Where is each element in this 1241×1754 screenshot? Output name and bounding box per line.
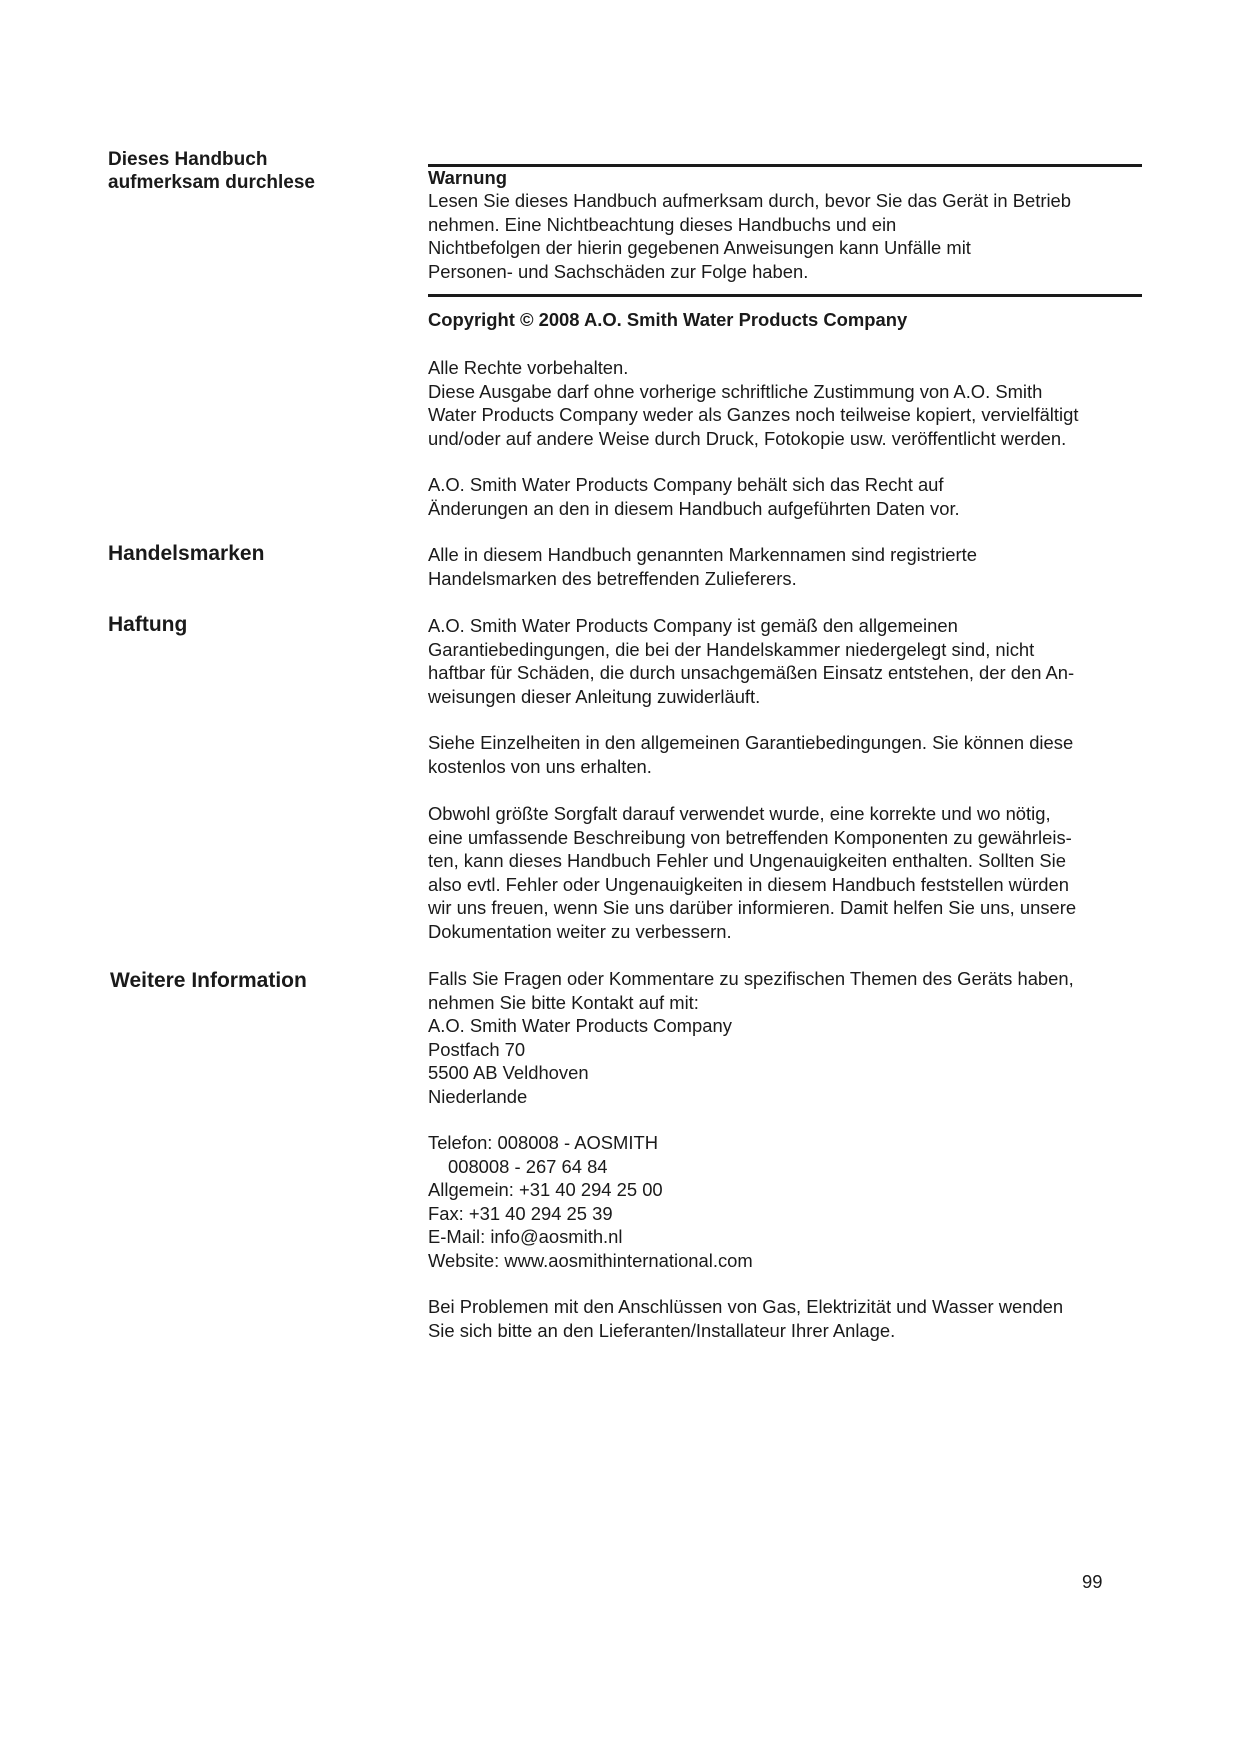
liability-paragraph-2 bbox=[428, 731, 1148, 778]
contact-phone-alt: 008008 - 267 64 84 bbox=[448, 1155, 608, 1177]
warning-top-rule bbox=[428, 164, 1142, 167]
address-line: 5500 AB Veldhoven bbox=[428, 1062, 589, 1084]
heading-more-info: Weitere Information bbox=[110, 969, 307, 992]
warning-line: Nichtbefolgen der hierin gegebenen Anweisungen kann Unfälle mit bbox=[428, 237, 971, 259]
copyright-paragraph-2 bbox=[428, 473, 1148, 520]
heading-read-manual-line1: Dieses Handbuch bbox=[108, 149, 268, 170]
contact-website: Website: www.aosmithinternational.com bbox=[428, 1249, 753, 1271]
text-line: weisungen dieser Anleitung zuwiderläuft. bbox=[428, 685, 761, 707]
more-info-intro bbox=[428, 967, 1148, 1109]
warning-title: Warnung bbox=[428, 167, 507, 188]
heading-read-manual-line2: aufmerksam durchlese bbox=[108, 172, 315, 193]
liability-paragraph-3 bbox=[428, 802, 1148, 944]
text-line: Obwohl größte Sorgfalt darauf verwendet wurde, eine korrekte und wo nötig, bbox=[428, 803, 1051, 824]
text-line: Siehe Einzelheiten in den allgemeinen Garantiebedingungen. Sie können diese bbox=[428, 732, 1074, 753]
text-line: Sie sich bitte an den Lieferanten/Installateur Ihrer Anlage. bbox=[428, 1319, 896, 1341]
text-line: eine umfassende Beschreibung von betreffenden Komponenten zu gewährleis- bbox=[428, 826, 1072, 848]
text-line: also evtl. Fehler oder Ungenauigkeiten in diesem Handbuch feststellen würden bbox=[428, 873, 1069, 895]
warning-bottom-rule bbox=[428, 294, 1142, 297]
copyright-paragraph-1 bbox=[428, 356, 1148, 450]
text-line: kostenlos von uns erhalten. bbox=[428, 755, 652, 777]
heading-liability: Haftung bbox=[108, 613, 188, 636]
warning-line: Lesen Sie dieses Handbuch aufmerksam durch, bevor Sie das Gerät in Betrieb bbox=[428, 190, 1071, 211]
text-line: Bei Problemen mit den Anschlüssen von Gas, Elektrizität und Wasser wenden bbox=[428, 1296, 1064, 1317]
closing-text bbox=[428, 1295, 1148, 1342]
address-line: Postfach 70 bbox=[428, 1038, 526, 1060]
text-line: Handelsmarken des betreffenden Zulieferers. bbox=[428, 567, 797, 589]
warning-line: nehmen. Eine Nichtbeachtung dieses Handbuchs und ein bbox=[428, 213, 897, 235]
text-line: A.O. Smith Water Products Company behält sich das Recht auf bbox=[428, 474, 944, 495]
text-line: und/oder auf andere Weise durch Druck, Fotokopie usw. veröffentlicht werden. bbox=[428, 427, 1067, 449]
contact-email: E-Mail: info@aosmith.nl bbox=[428, 1226, 623, 1248]
text-line: Dokumentation weiter zu verbessern. bbox=[428, 920, 732, 942]
address-line: Niederlande bbox=[428, 1085, 528, 1107]
text-line: ten, kann dieses Handbuch Fehler und Ungenauigkeiten enthalten. Sollten Sie bbox=[428, 850, 1066, 872]
text-line: Änderungen an den in diesem Handbuch aufgeführten Daten vor. bbox=[428, 497, 960, 519]
contact-fax: Fax: +31 40 294 25 39 bbox=[428, 1202, 613, 1224]
contact-general: Allgemein: +31 40 294 25 00 bbox=[428, 1179, 663, 1201]
liability-paragraph-1 bbox=[428, 614, 1148, 708]
heading-read-manual bbox=[108, 148, 315, 194]
text-line: Water Products Company weder als Ganzes noch teilweise kopiert, vervielfältigt bbox=[428, 404, 1079, 426]
heading-trademarks: Handelsmarken bbox=[108, 542, 265, 565]
address-line: A.O. Smith Water Products Company bbox=[428, 1015, 732, 1037]
text-line: A.O. Smith Water Products Company ist gemäß den allgemeinen bbox=[428, 615, 958, 636]
page-number: 99 bbox=[1082, 1571, 1103, 1592]
contact-details bbox=[428, 1131, 1148, 1273]
text-line: haftbar für Schäden, die durch unsachgemäßen Einsatz entstehen, der den An- bbox=[428, 662, 1075, 684]
text-line: Alle in diesem Handbuch genannten Markennamen sind registrierte bbox=[428, 544, 977, 565]
text-line: Falls Sie Fragen oder Kommentare zu spezifischen Themen des Geräts haben, bbox=[428, 968, 1074, 989]
contact-phone: Telefon: 008008 - AOSMITH bbox=[428, 1132, 658, 1153]
text-line: wir uns freuen, wenn Sie uns darüber informieren. Damit helfen Sie uns, unsere bbox=[428, 897, 1077, 919]
text-line: Garantiebedingungen, die bei der Handelskammer niedergelegt sind, nicht bbox=[428, 638, 1035, 660]
warning-text bbox=[428, 189, 1148, 283]
text-line: nehmen Sie bitte Kontakt auf mit: bbox=[428, 991, 699, 1013]
copyright-title: Copyright © 2008 A.O. Smith Water Products Company bbox=[428, 309, 908, 330]
warning-line: Personen- und Sachschäden zur Folge haben. bbox=[428, 260, 809, 282]
trademarks-text bbox=[428, 543, 1148, 590]
text-line: Diese Ausgabe darf ohne vorherige schriftliche Zustimmung von A.O. Smith bbox=[428, 380, 1043, 402]
text-line: Alle Rechte vorbehalten. bbox=[428, 357, 629, 378]
